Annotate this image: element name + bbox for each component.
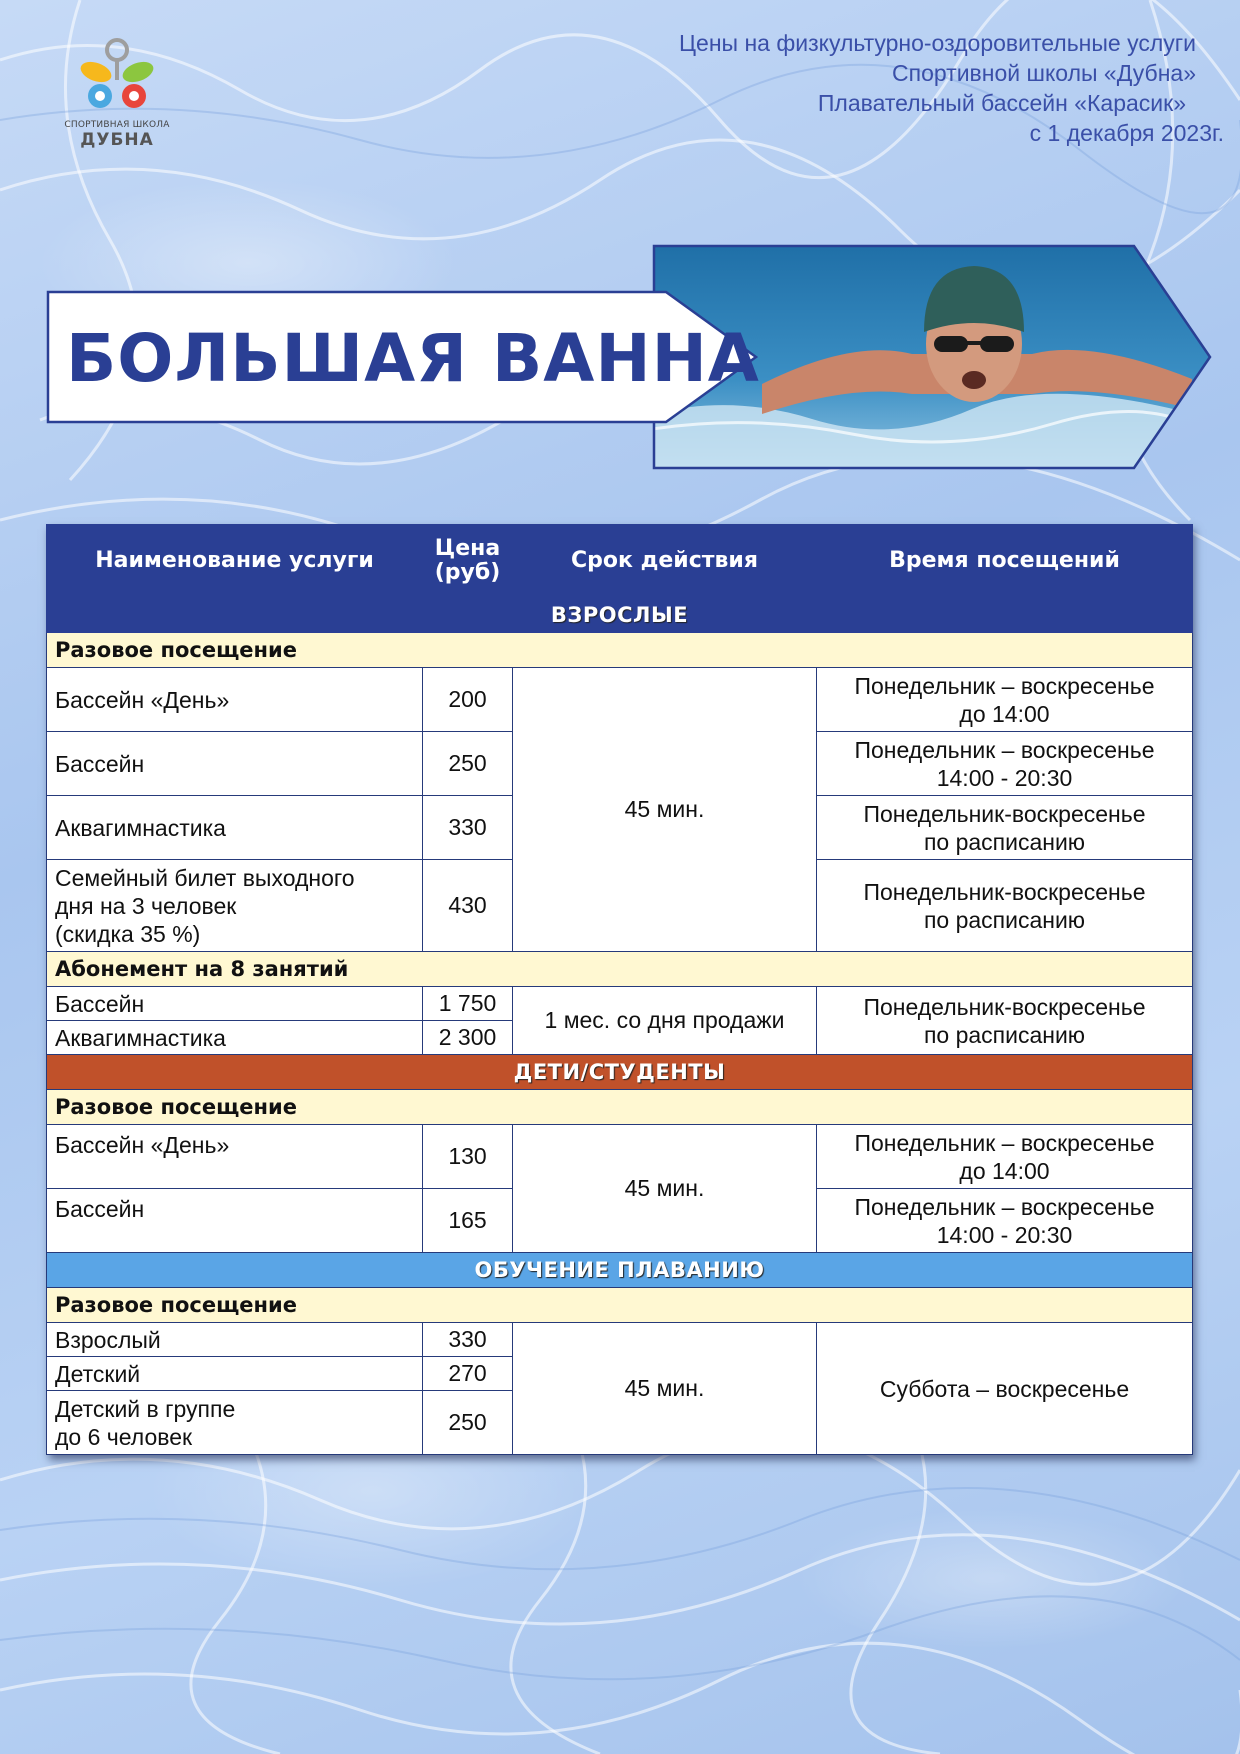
section-title-adults: ВЗРОСЛЫЕ (47, 598, 1193, 633)
header-line-4: с 1 декабря 2023г. (1029, 120, 1224, 146)
service-name-line2: дня на 3 человек (55, 892, 237, 919)
service-name: Бассейн «День» (47, 668, 423, 732)
service-time-line1: Понедельник-воскресенье (863, 878, 1146, 905)
column-header-price-line1: Цена (434, 536, 501, 561)
service-price: 270 (423, 1357, 513, 1391)
service-time-line2: до 14:00 (959, 1157, 1050, 1184)
service-time (817, 1189, 1193, 1253)
column-header-time: Время посещений (817, 525, 1193, 598)
logo-flower-icon (72, 36, 162, 118)
school-logo (62, 36, 172, 161)
subsection-row (47, 633, 1193, 668)
table-row (47, 987, 1193, 1021)
service-time-line1: Понедельник – воскресенье (854, 672, 1155, 699)
service-time-line1: Понедельник – воскресенье (854, 1193, 1155, 1220)
table-row (47, 1125, 1193, 1189)
column-header-price-line2: (руб) (434, 560, 501, 585)
service-term: 45 мин. (513, 668, 817, 952)
service-time (817, 732, 1193, 796)
service-name-line1: Детский в группе (55, 1395, 236, 1422)
service-time-line2: 14:00 - 20:30 (936, 1221, 1073, 1248)
service-name: Аквагимнастика (47, 1021, 423, 1055)
service-time-line2: 14:00 - 20:30 (936, 764, 1073, 791)
service-price: 330 (423, 796, 513, 860)
service-time-line2: до 14:00 (959, 700, 1050, 727)
service-name-line2: до 6 человек (55, 1423, 193, 1450)
subsection-row (47, 1288, 1193, 1323)
column-header-service: Наименование услуги (47, 525, 423, 598)
service-time-line2: по расписанию (923, 906, 1086, 933)
subsection-row (47, 1090, 1193, 1125)
service-time-line2: по расписанию (923, 1021, 1086, 1048)
service-price: 330 (423, 1323, 513, 1357)
header-line-1: Цены на физкультурно-оздоровительные услуги (679, 30, 1196, 56)
service-name: Бассейн (47, 732, 423, 796)
service-name: Детский (47, 1357, 423, 1391)
service-time-line1: Понедельник-воскресенье (863, 993, 1146, 1020)
subsection-title-adults-single: Разовое посещение (47, 633, 1193, 668)
service-name-line1: Семейный билет выходного (55, 864, 355, 891)
service-time (817, 796, 1193, 860)
service-name-line3: (скидка 35 %) (55, 920, 201, 947)
service-price: 2 300 (423, 1021, 513, 1055)
section-row-swim (47, 1253, 1193, 1288)
subsection-title-subscription: Абонемент на 8 занятий (47, 952, 1193, 987)
service-term: 45 мин. (513, 1323, 817, 1455)
service-time-line1: Понедельник – воскресенье (854, 1129, 1155, 1156)
service-time-line1: Понедельник-воскресенье (863, 800, 1146, 827)
section-row-adults (47, 598, 1193, 633)
service-time (817, 1125, 1193, 1189)
service-price: 200 (423, 668, 513, 732)
page-title: БОЛЬШАЯ ВАННА (66, 320, 760, 397)
service-time (817, 860, 1193, 952)
logo-name-text: ДУБНА (80, 130, 154, 150)
section-title-swim: ОБУЧЕНИЕ ПЛАВАНИЮ (47, 1253, 1193, 1288)
header-line-2: Спортивной школы «Дубна» (892, 60, 1196, 86)
service-time-line1: Понедельник – воскресенье (854, 736, 1155, 763)
service-time: Суббота – воскресенье (817, 1323, 1193, 1455)
service-term: 45 мин. (513, 1125, 817, 1253)
subsection-row (47, 952, 1193, 987)
table-row (47, 668, 1193, 732)
logo-school-text: СПОРТИВНАЯ ШКОЛА (64, 120, 170, 130)
service-name (47, 1391, 423, 1455)
title-banner (46, 290, 766, 424)
service-name: Бассейн «День» (47, 1125, 423, 1189)
service-time-line2: по расписанию (923, 828, 1086, 855)
service-time (817, 987, 1193, 1055)
table-row (47, 1323, 1193, 1357)
service-price: 250 (423, 1391, 513, 1455)
section-row-kids (47, 1055, 1193, 1090)
service-name (47, 860, 423, 952)
section-title-kids: ДЕТИ/СТУДЕНТЫ (47, 1055, 1193, 1090)
service-name: Аквагимнастика (47, 796, 423, 860)
service-price: 1 750 (423, 987, 513, 1021)
table-header-row (47, 525, 1193, 598)
service-name: Взрослый (47, 1323, 423, 1357)
service-time (817, 668, 1193, 732)
header-line-3: Плавательный бассейн «Карасик» (817, 90, 1186, 116)
service-price: 165 (423, 1189, 513, 1253)
service-term: 1 мес. со дня продажи (513, 987, 817, 1055)
service-price: 130 (423, 1125, 513, 1189)
subsection-title-kids-single: Разовое посещение (47, 1090, 1193, 1125)
column-header-price (423, 525, 513, 598)
service-name: Бассейн (47, 1189, 423, 1253)
service-price: 250 (423, 732, 513, 796)
price-table (46, 524, 1192, 1455)
subsection-title-swim-single: Разовое посещение (47, 1288, 1193, 1323)
service-name: Бассейн (47, 987, 423, 1021)
service-price: 430 (423, 860, 513, 952)
price-header (524, 28, 1224, 148)
column-header-term: Срок действия (513, 525, 817, 598)
